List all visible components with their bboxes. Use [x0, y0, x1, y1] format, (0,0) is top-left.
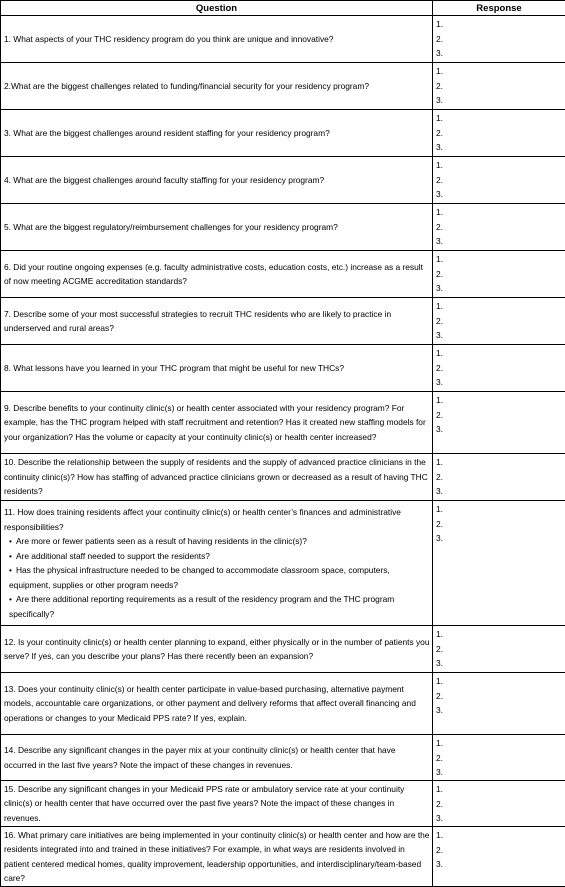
question-row: [1, 157, 565, 204]
question-cell: [1, 16, 433, 63]
question-row: [1, 735, 565, 781]
question-cell: [1, 110, 433, 157]
response-line-3[interactable]: 3.: [436, 140, 565, 155]
question-row: [1, 298, 565, 345]
response-line-3[interactable]: 3.: [436, 234, 565, 249]
response-line-1[interactable]: 1.: [436, 674, 565, 689]
question-bullet: • Are more or fewer patients seen as a result of having residents in the clinic(s)?: [4, 534, 430, 549]
question-cell: [1, 626, 433, 673]
response-line-3[interactable]: 3.: [436, 703, 565, 718]
response-line-2[interactable]: 2.: [436, 32, 565, 47]
response-line-1[interactable]: 1.: [436, 828, 565, 843]
question-row: [1, 16, 565, 63]
response-cell[interactable]: [433, 501, 565, 626]
response-cell[interactable]: [433, 827, 565, 887]
response-line-3[interactable]: 3.: [436, 375, 565, 390]
question-cell: [1, 204, 433, 251]
response-line-1[interactable]: 1.: [436, 17, 565, 32]
response-line-3[interactable]: 3.: [436, 531, 565, 546]
question-cell: [1, 251, 433, 298]
question-row: [1, 626, 565, 673]
response-cell[interactable]: [433, 16, 565, 63]
response-line-2[interactable]: 2.: [436, 126, 565, 141]
response-line-2[interactable]: 2.: [436, 642, 565, 657]
response-line-1[interactable]: 1.: [436, 299, 565, 314]
response-line-1[interactable]: 1.: [436, 502, 565, 517]
question-row: [1, 110, 565, 157]
response-column-header: Response: [433, 1, 565, 16]
question-cell: [1, 63, 433, 110]
question-text: 3. What are the biggest challenges around resident staffing for your residency program?: [4, 126, 430, 141]
response-line-2[interactable]: 2.: [436, 470, 565, 485]
response-line-1[interactable]: 1.: [436, 782, 565, 797]
question-column-header: Question: [1, 1, 433, 16]
question-row: [1, 251, 565, 298]
question-text: 2.What are the biggest challenges related to funding/financial security for your residency program?: [4, 79, 430, 94]
question-text: 1. What aspects of your THC residency program do you think are unique and innovative?: [4, 32, 430, 47]
response-cell[interactable]: [433, 63, 565, 110]
response-cell[interactable]: [433, 110, 565, 157]
question-cell: [1, 673, 433, 735]
response-line-1[interactable]: 1.: [436, 205, 565, 220]
response-line-2[interactable]: 2.: [436, 220, 565, 235]
response-line-2[interactable]: 2.: [436, 314, 565, 329]
response-line-1[interactable]: 1.: [436, 111, 565, 126]
question-text: 16. What primary care initiatives are being implemented in your continuity clinic(s) or health center and how are the residents integrated into and trained in these initiatives? For example, in what ways are residents involved in patient centered medical homes, quality improvement, leadership opportunities, and interdisciplinary/team-based care?: [4, 828, 430, 886]
question-row: [1, 781, 565, 827]
response-line-3[interactable]: 3.: [436, 765, 565, 780]
question-text: 8. What lessons have you learned in your THC program that might be useful for new THCs?: [4, 361, 430, 376]
question-text: 4. What are the biggest challenges around faculty staffing for your residency program?: [4, 173, 430, 188]
question-cell: [1, 827, 433, 887]
response-cell[interactable]: [433, 781, 565, 827]
response-cell[interactable]: [433, 345, 565, 392]
question-row: [1, 63, 565, 110]
response-line-2[interactable]: 2.: [436, 173, 565, 188]
question-text: 14. Describe any significant changes in the payer mix at your continuity clinic(s) or health center that have occurred in the last five years? Note the impact of these changes in revenues.: [4, 743, 430, 772]
response-cell[interactable]: [433, 392, 565, 454]
response-line-3[interactable]: 3.: [436, 328, 565, 343]
question-cell: [1, 781, 433, 827]
question-text: 7. Describe some of your most successful strategies to recruit THC residents who are likely to practice in underserved and rural areas?: [4, 307, 430, 336]
response-cell[interactable]: [433, 735, 565, 781]
question-text: 11. How does training residents affect your continuity clinic(s) or health center’s finances and administrative responsibilities?: [4, 505, 430, 534]
response-cell[interactable]: [433, 454, 565, 501]
response-line-2[interactable]: 2.: [436, 267, 565, 282]
question-text: 12. Is your continuity clinic(s) or health center planning to expand, either physically or in the number of patients you serve? If yes, can you describe your plans? Has there recently been an expansion?: [4, 635, 430, 664]
response-line-3[interactable]: 3.: [436, 187, 565, 202]
response-line-1[interactable]: 1.: [436, 346, 565, 361]
question-bullet: • Are there additional reporting requirements as a result of the residency program and the THC program specifically?: [4, 592, 430, 621]
response-line-2[interactable]: 2.: [436, 751, 565, 766]
response-line-3[interactable]: 3.: [436, 46, 565, 61]
response-line-1[interactable]: 1.: [436, 158, 565, 173]
response-cell[interactable]: [433, 157, 565, 204]
question-cell: [1, 501, 433, 626]
question-text: 13. Does your continuity clinic(s) or health center participate in value-based purchasing, alternative payment models, accountable care organizations, or other payment and delivery reforms that affect overall financing and operations or changes to your Medicaid PPS rate? If yes, explain.: [4, 682, 430, 726]
response-cell[interactable]: [433, 298, 565, 345]
response-line-1[interactable]: 1.: [436, 393, 565, 408]
response-line-2[interactable]: 2.: [436, 79, 565, 94]
question-cell: [1, 392, 433, 454]
header-row: [1, 1, 565, 16]
response-line-2[interactable]: 2.: [436, 361, 565, 376]
response-line-3[interactable]: 3.: [436, 484, 565, 499]
response-cell[interactable]: [433, 204, 565, 251]
response-line-3[interactable]: 3.: [436, 422, 565, 437]
response-line-3[interactable]: 3.: [436, 656, 565, 671]
question-bullet: • Has the physical infrastructure needed to be changed to accommodate classroom space, computers, equipment, supplies or other program needs?: [4, 563, 430, 592]
question-text: 15. Describe any significant changes in your Medicaid PPS rate or ambulatory service rate at your continuity clinic(s) or health center that have occurred over the past five years? Note the impact of these changes in revenues.: [4, 782, 430, 826]
response-line-1[interactable]: 1.: [436, 64, 565, 79]
response-cell[interactable]: [433, 626, 565, 673]
question-row: [1, 827, 565, 887]
response-line-1[interactable]: 1.: [436, 736, 565, 751]
response-line-2[interactable]: 2.: [436, 689, 565, 704]
question-text: 10. Describe the relationship between the supply of residents and the supply of advanced practice clinicians in the continuity clinic(s)? How has staffing of advanced practice clinicians grown or decreased as a result of having THC residents?: [4, 455, 430, 499]
response-line-1[interactable]: 1.: [436, 455, 565, 470]
response-cell[interactable]: [433, 251, 565, 298]
response-line-3[interactable]: 3.: [436, 811, 565, 826]
response-line-3[interactable]: 3.: [436, 281, 565, 296]
response-line-1[interactable]: 1.: [436, 252, 565, 267]
question-text: 9. Describe benefits to your continuity clinic(s) or health center associated with your residency program? For example, has the THC program helped with staff recruitment and retention? Has it created new staffing models for your organization? Has the volume or capacity at your continuity clinic(s) or health center increased?: [4, 401, 430, 445]
question-row: [1, 501, 565, 626]
response-line-2[interactable]: 2.: [436, 408, 565, 423]
response-line-2[interactable]: 2.: [436, 517, 565, 532]
question-cell: [1, 157, 433, 204]
question-row: [1, 454, 565, 501]
question-cell: [1, 454, 433, 501]
question-row: [1, 392, 565, 454]
question-row: [1, 345, 565, 392]
response-line-2[interactable]: 2.: [436, 843, 565, 858]
response-line-3[interactable]: 3.: [436, 857, 565, 872]
question-text: 6. Did your routine ongoing expenses (e.g. faculty administrative costs, education costs, etc.) increase as a result of now meeting ACGME accreditation standards?: [4, 260, 430, 289]
response-line-2[interactable]: 2.: [436, 797, 565, 812]
question-cell: [1, 298, 433, 345]
question-text: 5. What are the biggest regulatory/reimbursement challenges for your residency program?: [4, 220, 430, 235]
question-cell: [1, 345, 433, 392]
question-row: [1, 673, 565, 735]
response-line-1[interactable]: 1.: [436, 627, 565, 642]
response-cell[interactable]: [433, 673, 565, 735]
question-row: [1, 204, 565, 251]
question-cell: [1, 735, 433, 781]
question-bullet: • Are additional staff needed to support the residents?: [4, 549, 430, 564]
response-line-3[interactable]: 3.: [436, 93, 565, 108]
